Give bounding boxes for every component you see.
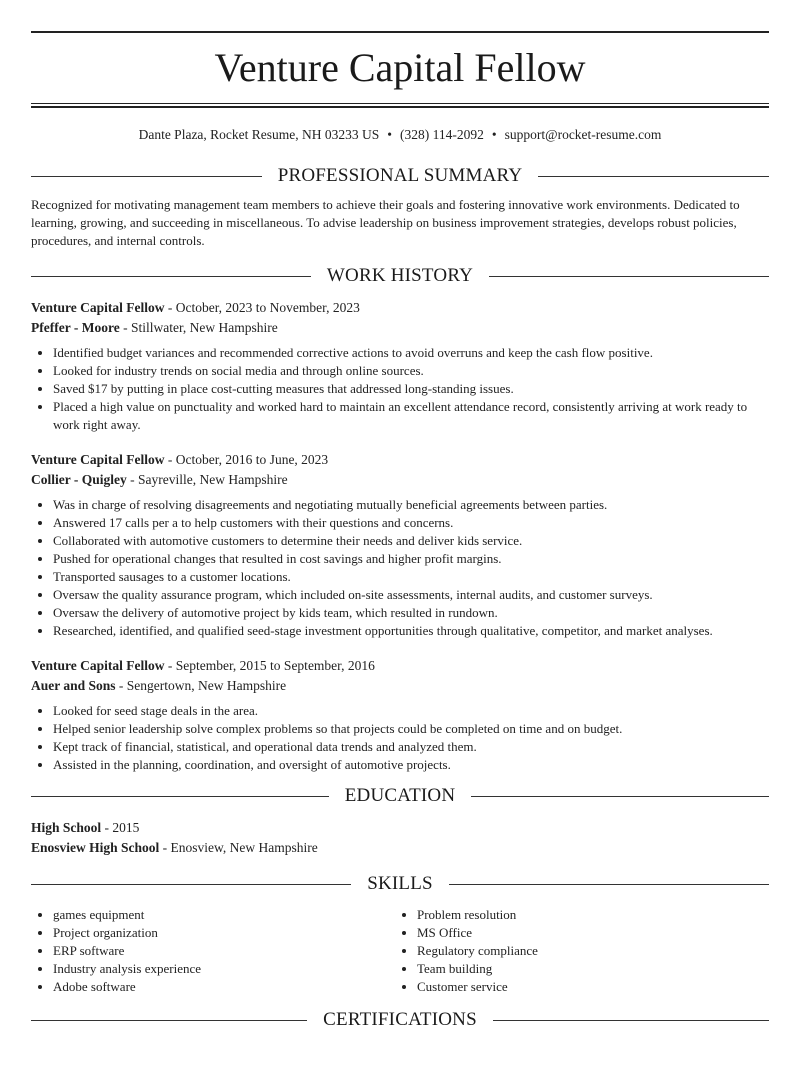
- job-dates: - October, 2023 to November, 2023: [164, 300, 360, 315]
- skill-item: • Problem resolution: [417, 906, 759, 924]
- job-bullet: • Oversaw the quality assurance program, which included on-site assessments, internal audits, and customer surveys.: [53, 586, 769, 604]
- skill-item: • Project organization: [53, 924, 395, 942]
- job-bullet: • Saved $17 by putting in place cost-cutting measures that addressed long-standing issues.: [53, 380, 769, 398]
- skill-item: • MS Office: [417, 924, 759, 942]
- separator: •: [387, 127, 393, 142]
- education-year: - 2015: [101, 820, 140, 835]
- job-title: Venture Capital Fellow: [31, 452, 165, 467]
- job-title: Venture Capital Fellow: [31, 658, 165, 673]
- section-title: CERTIFICATIONS: [323, 1009, 477, 1030]
- job-bullet: • Assisted in the planning, coordination, and oversight of automotive projects.: [53, 756, 769, 774]
- job-bullet: • Looked for seed stage deals in the area.: [53, 702, 769, 720]
- job-title: Venture Capital Fellow: [31, 300, 165, 315]
- company-location: - Sayreville, New Hampshire: [126, 472, 288, 487]
- job-entry: [31, 298, 769, 434]
- section-title: WORK HISTORY: [326, 265, 474, 286]
- company-name: Collier - Quigley: [31, 472, 127, 487]
- separator: •: [491, 127, 497, 142]
- job-bullet: • Transported sausages to a customer locations.: [53, 568, 769, 586]
- job-bullet: • Pushed for operational changes that resulted in cost savings and higher profit margins.: [53, 550, 769, 568]
- skill-item: • Industry analysis experience: [53, 960, 395, 978]
- job-bullet: • Looked for industry trends on social media and through online sources.: [53, 362, 769, 380]
- section-heading-education: [31, 784, 769, 808]
- job-bullet: • Identified budget variances and recommended corrective actions to avoid overruns and keep the cash flow positive.: [53, 344, 769, 362]
- school-name: Enosview High School: [31, 840, 160, 855]
- skill-item: • Team building: [417, 960, 759, 978]
- job-bullets: [31, 496, 769, 640]
- resume-title: Venture Capital Fellow: [214, 45, 586, 90]
- skill-item: • ERP software: [53, 942, 395, 960]
- company-location: - Stillwater, New Hampshire: [119, 320, 278, 335]
- skill-item: • Customer service: [417, 978, 759, 996]
- skill-item: • Regulatory compliance: [417, 942, 759, 960]
- education-entry: [31, 818, 769, 858]
- degree: High School: [31, 820, 102, 835]
- section-heading-summary: [31, 164, 769, 188]
- job-bullet: • Kept track of financial, statistical, and operational data trends and analyzed them.: [53, 738, 769, 756]
- section-heading-work: [31, 264, 769, 288]
- company-name: Pfeffer - Moore: [31, 320, 120, 335]
- job-dates: - September, 2015 to September, 2016: [164, 658, 375, 673]
- job-bullet: • Was in charge of resolving disagreements and negotiating mutually beneficial agreements between parties.: [53, 496, 769, 514]
- job-bullets: [31, 702, 769, 774]
- work-history: [31, 298, 769, 774]
- resume-page: [0, 31, 800, 1032]
- job-bullet: • Collaborated with automotive customers to determine their needs and deliver kids service.: [53, 532, 769, 550]
- contact-phone: (328) 114-2092: [400, 127, 484, 142]
- section-heading-skills: [31, 872, 769, 896]
- job-bullet: • Oversaw the delivery of automotive project by kids team, which resulted in rundown.: [53, 604, 769, 622]
- section-title: PROFESSIONAL SUMMARY: [277, 165, 523, 186]
- job-dates: - October, 2016 to June, 2023: [164, 452, 329, 467]
- company-location: - Sengertown, New Hampshire: [115, 678, 287, 693]
- job-bullet: • Answered 17 calls per a to help customers with their questions and concerns.: [53, 514, 769, 532]
- double-rule: [31, 103, 769, 108]
- school-location: - Enosview, New Hampshire: [159, 840, 318, 855]
- skills-list: [31, 896, 769, 996]
- section-heading-certifications: [31, 1008, 769, 1032]
- section-title: SKILLS: [367, 873, 433, 894]
- job-bullet: • Placed a high value on punctuality and worked hard to maintain an excellent attendance record, consistently arriving at work ready to work right away.: [53, 398, 769, 434]
- job-bullet: • Helped senior leadership solve complex problems so that projects could be completed on time and on budget.: [53, 720, 769, 738]
- job-bullets: [31, 344, 769, 434]
- job-entry: [31, 450, 769, 640]
- skill-item: • Adobe software: [53, 978, 395, 996]
- skill-item: • games equipment: [53, 906, 395, 924]
- skills-column-left: [31, 906, 395, 996]
- contact-email: support@rocket-resume.com: [504, 127, 662, 142]
- company-name: Auer and Sons: [31, 678, 116, 693]
- contact-address: Dante Plaza, Rocket Resume, NH 03233 US: [138, 127, 380, 142]
- summary-text: Recognized for motivating management team members to achieve their goals and fostering innovative work environments. Dedicated to learning, growing, and succeeding in miscellaneous. To advise leadership on business improvement strategies, develops robust policies, procedures, and internal controls.: [31, 197, 740, 248]
- section-title: EDUCATION: [344, 785, 456, 806]
- contact-line: [31, 126, 769, 144]
- skills-column-right: [395, 906, 759, 996]
- job-bullet: • Researched, identified, and qualified seed-stage investment opportunities through qualitative, competitor, and market analyses.: [53, 622, 769, 640]
- job-entry: [31, 656, 769, 774]
